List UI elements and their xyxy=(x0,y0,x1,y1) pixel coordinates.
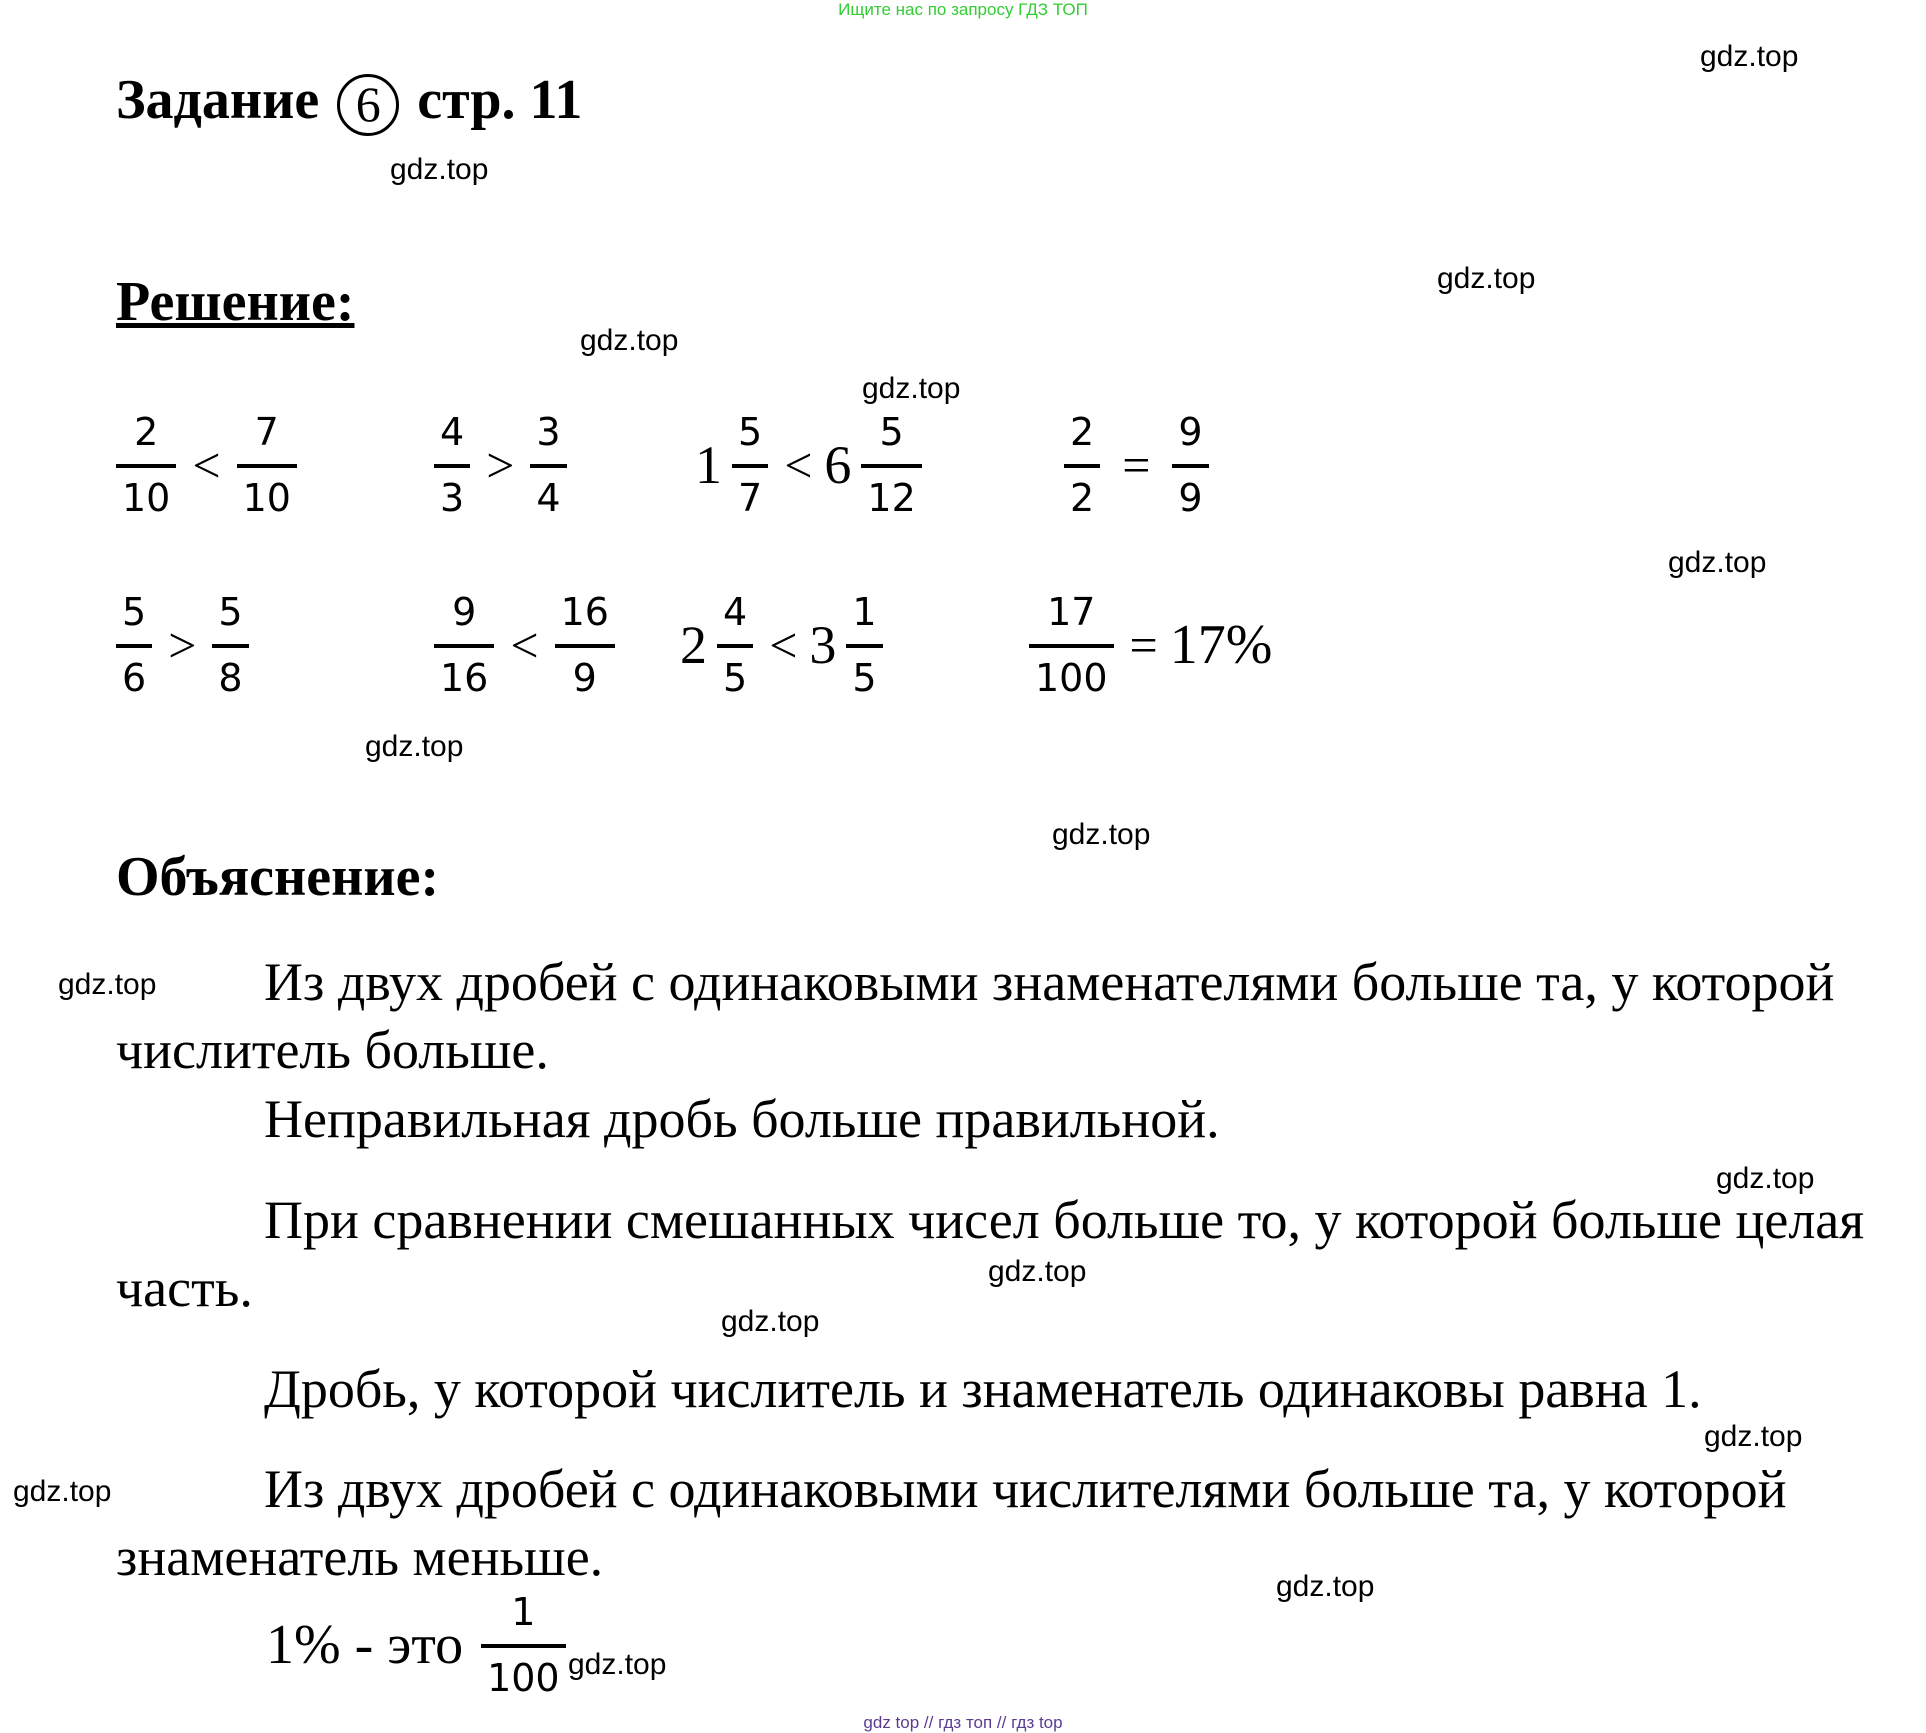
fraction: $\frac{4}{5}$ xyxy=(717,590,753,700)
explanation-paragraph-2: Неправильная дробь больше правильной. xyxy=(264,1089,1220,1149)
fraction: $\frac{1}{5}$ xyxy=(846,590,882,700)
fraction: $\frac{1}{100}$ xyxy=(481,1590,566,1700)
operator: > xyxy=(486,437,515,493)
whole-part: 3 xyxy=(809,615,837,675)
operator: < xyxy=(784,437,813,493)
comparison-1-2 xyxy=(430,410,571,520)
fraction: $\frac{3}{4}$ xyxy=(530,410,566,520)
comparison-2-1 xyxy=(112,590,253,700)
operator: = xyxy=(1129,617,1158,673)
watermark: gdz.top xyxy=(13,1475,112,1508)
watermark: gdz.top xyxy=(1276,1570,1375,1603)
whole-part: 2 xyxy=(680,615,707,675)
comparison-1-3 xyxy=(695,410,926,520)
comparison-1-4 xyxy=(1060,410,1213,520)
explanation-paragraph-3: При сравнении смешанных чисел больше то, у которой больше целая часть. xyxy=(116,1190,1865,1318)
fraction: $\frac{9}{9}$ xyxy=(1172,410,1208,520)
comparison-2-3 xyxy=(680,590,887,700)
percent-text: 1% - это xyxy=(266,1614,464,1676)
whole-part: 1 xyxy=(695,435,722,495)
operator: > xyxy=(168,617,197,673)
whole-part: 6 xyxy=(824,435,852,495)
watermark: gdz.top xyxy=(988,1255,1087,1288)
fraction: $\frac{5}{6}$ xyxy=(116,590,152,700)
fraction: $\frac{5}{8}$ xyxy=(212,590,248,700)
comparison-2-2 xyxy=(430,590,619,700)
operator: < xyxy=(510,617,539,673)
comparison-1-1 xyxy=(112,410,301,520)
fraction: $\frac{17}{100}$ xyxy=(1029,590,1114,700)
fraction: $\frac{5}{12}$ xyxy=(861,410,921,520)
watermark: gdz.top xyxy=(390,153,489,186)
fraction: $\frac{5}{7}$ xyxy=(732,410,768,520)
solution-heading: Решение: xyxy=(116,271,355,333)
percent-value: 17% xyxy=(1169,614,1273,676)
watermark: gdz.top xyxy=(1704,1420,1803,1453)
operator: = xyxy=(1122,437,1151,493)
fraction: $\frac{16}{9}$ xyxy=(555,590,615,700)
fraction: $\frac{9}{16}$ xyxy=(434,590,494,700)
watermark: gdz.top xyxy=(365,730,464,763)
fraction: $\frac{4}{3}$ xyxy=(434,410,470,520)
top-banner[interactable]: Ищите нас по запросу ГДЗ ТОП xyxy=(838,0,1088,19)
fraction: $\frac{2}{2}$ xyxy=(1064,410,1100,520)
task-number-circle: 6 xyxy=(337,74,399,136)
watermark: gdz.top xyxy=(568,1648,667,1681)
explanation-paragraph-1: Из двух дробей с одинаковыми знаменателями больше та, у которой числитель больше. xyxy=(116,952,1835,1080)
explanation-paragraph-5: Из двух дробей с одинаковыми числителями больше та, у которой знаменатель меньше. xyxy=(116,1459,1787,1587)
watermark: gdz.top xyxy=(1437,262,1536,295)
fraction: $\frac{2}{10}$ xyxy=(116,410,176,520)
operator: < xyxy=(192,437,221,493)
title-prefix: Задание xyxy=(116,69,320,131)
explanation-paragraph-4: Дробь, у которой числитель и знаменатель одинаковы равна 1. xyxy=(264,1359,1702,1419)
bottom-links[interactable]: gdz top // гдз топ // гдз top xyxy=(863,1713,1063,1732)
watermark: gdz.top xyxy=(1716,1162,1815,1195)
watermark: gdz.top xyxy=(1700,40,1799,73)
operator: < xyxy=(769,617,798,673)
watermark: gdz.top xyxy=(58,968,157,1001)
percent-definition xyxy=(266,1590,570,1700)
watermark: gdz.top xyxy=(1668,546,1767,579)
watermark: gdz.top xyxy=(1052,818,1151,851)
explanation-heading: Объяснение: xyxy=(116,846,440,908)
watermark: gdz.top xyxy=(721,1305,820,1338)
page-title xyxy=(116,68,582,136)
comparison-2-4 xyxy=(1025,590,1272,700)
watermark: gdz.top xyxy=(580,324,679,357)
fraction: $\frac{7}{10}$ xyxy=(237,410,297,520)
title-suffix: стр. 11 xyxy=(417,69,583,131)
watermark: gdz.top xyxy=(862,372,961,405)
